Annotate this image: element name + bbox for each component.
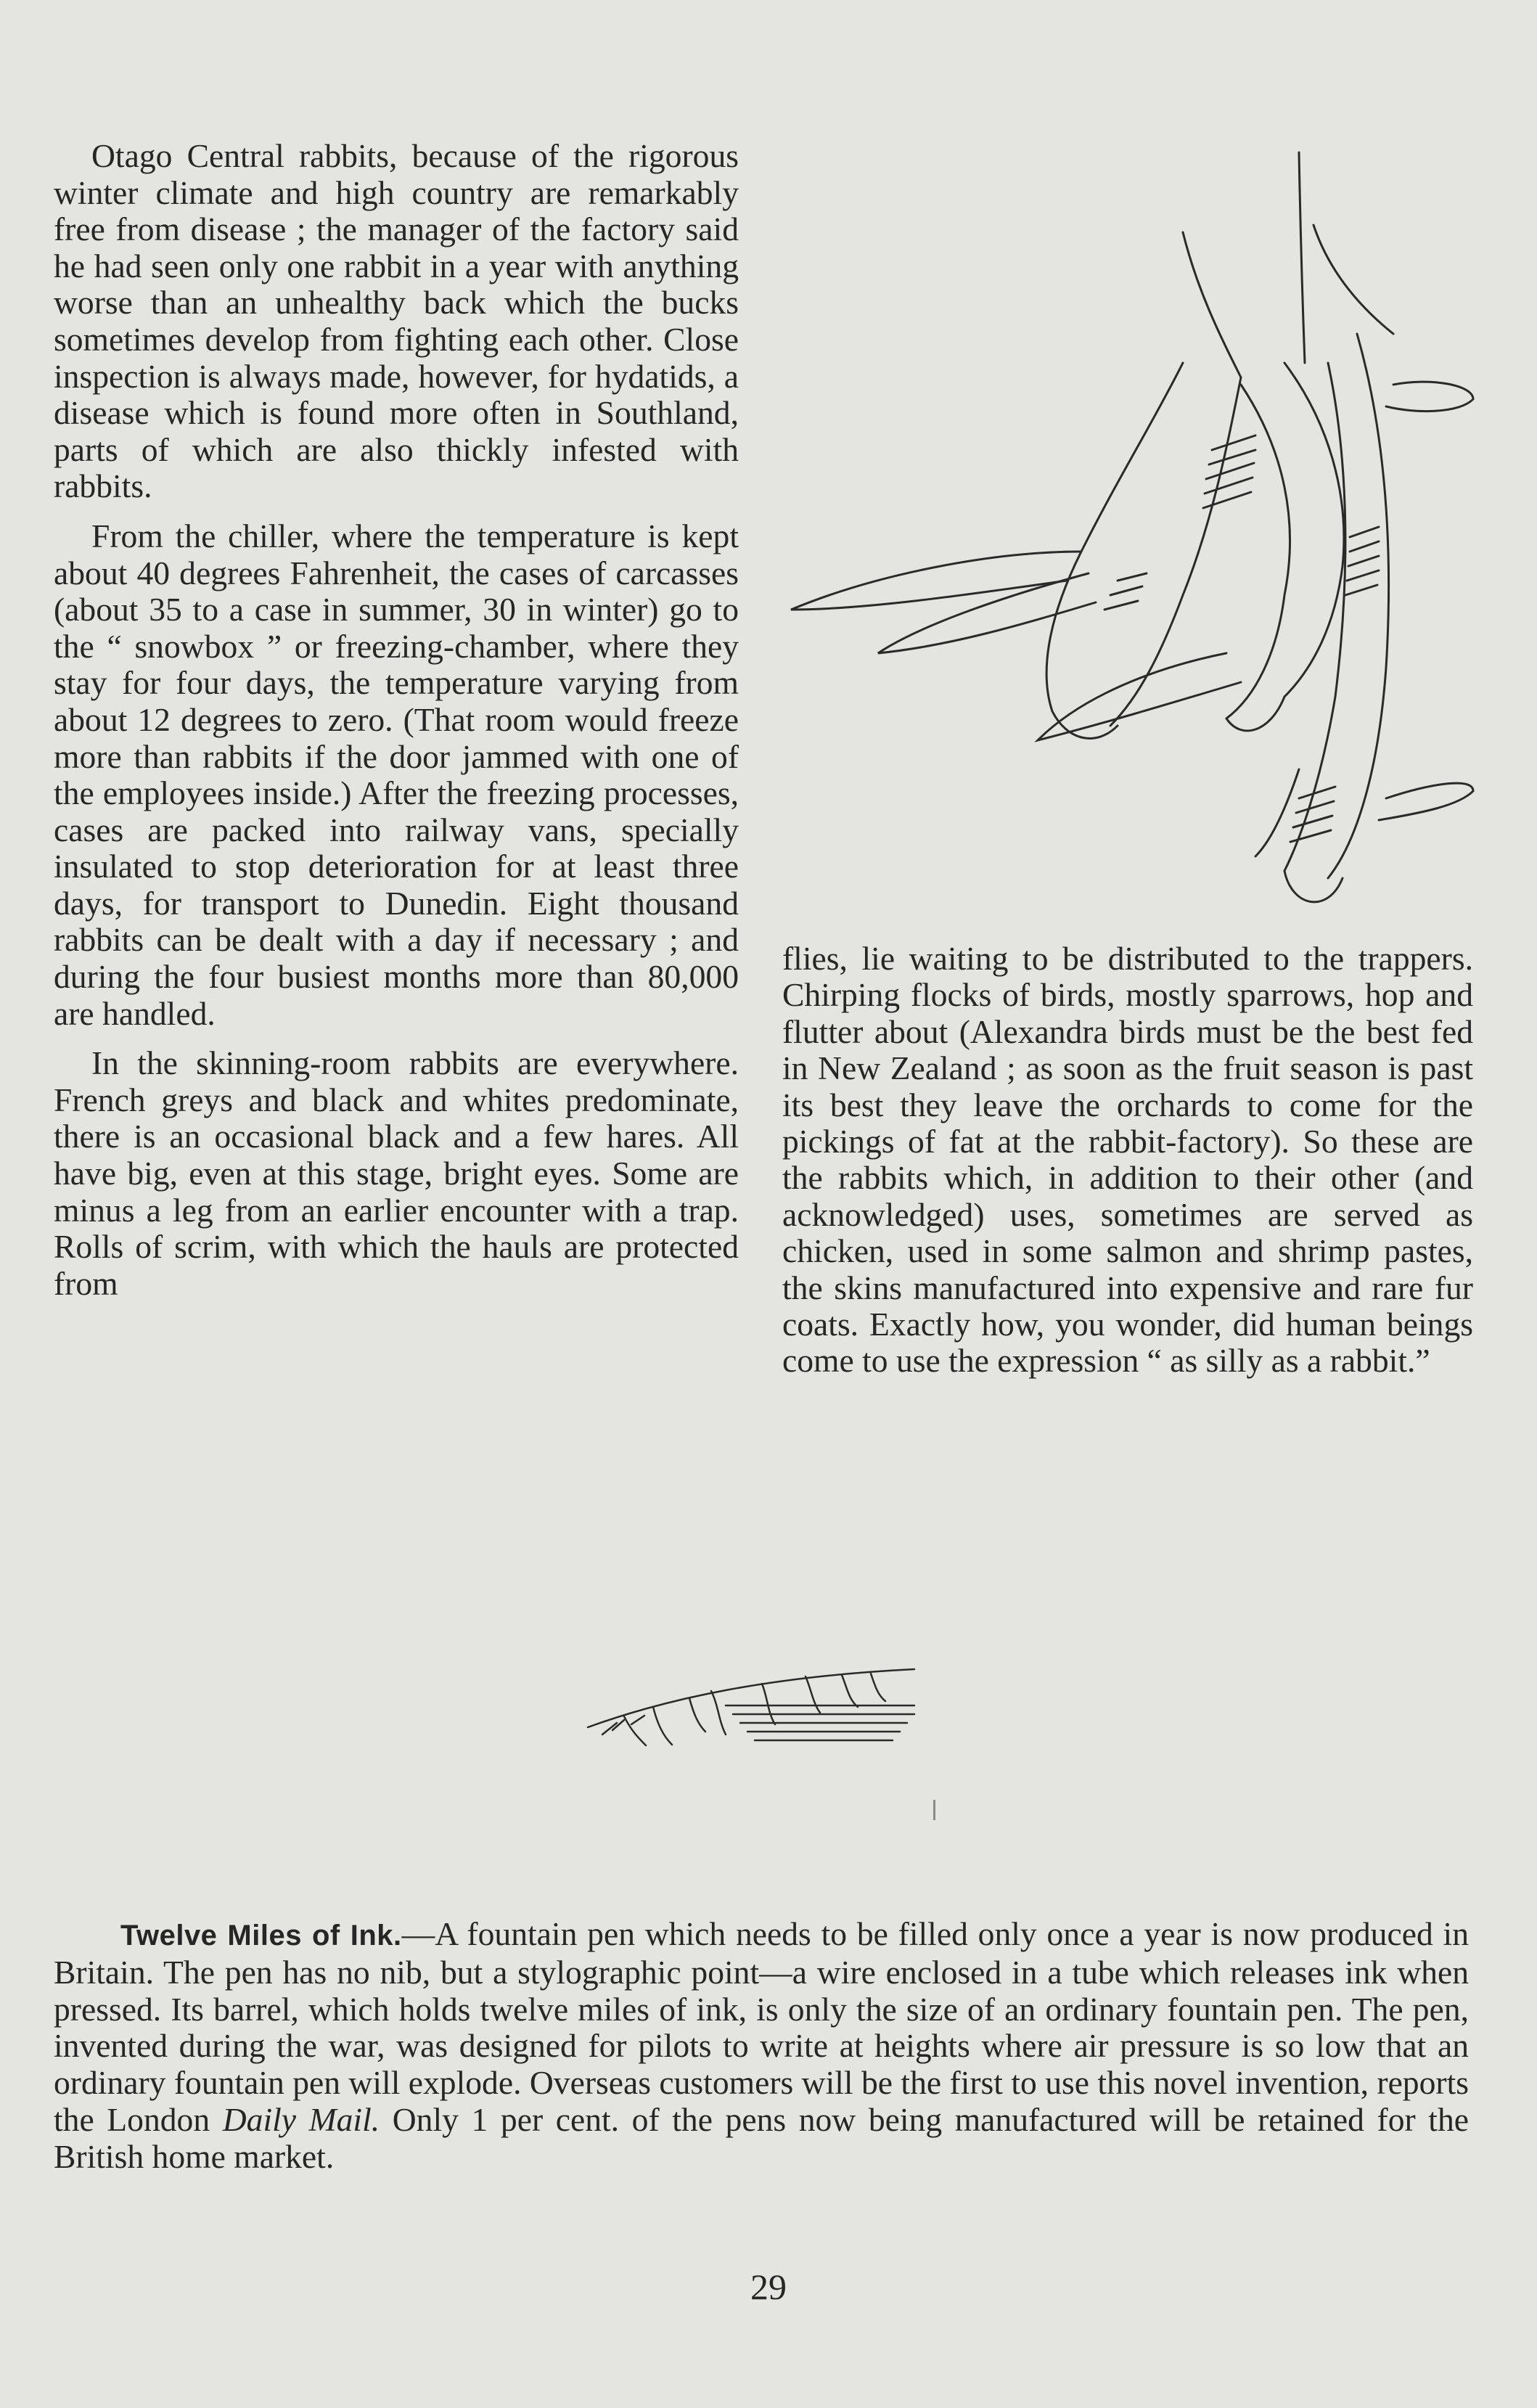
stray-mark: [933, 1800, 935, 1820]
news-note: [54, 1916, 1469, 2176]
note-body-end: Only 1 per cent. of the pens now being manufactured will be retained for the British home market.: [54, 2100, 1469, 2175]
note-paragraph: [54, 1916, 1469, 2176]
page-number: 29: [750, 2266, 787, 2307]
publication-name: Daily Mail.: [222, 2100, 380, 2138]
kowhai-flower-ornament: [581, 1655, 929, 1756]
paragraph: From the chiller, where the temperature is kept about 40 degrees Fahrenheit, the cases of carcasses (about 35 to a case in summer, 30 in winter) go to the “ snowbox ” or freezing-chamber, where they stay for four days, the temperature varying from about 12 degrees to zero. (That room would freeze more than rabbits if the door jammed with one of the employees inside.) After the freezing processes, cases are packed into railway vans, specially insulated to stop deterioration for at least three days, for transport to Dunedin. Eight thousand rabbits can be dealt with a day if necessary ; and during the four busiest months more than 80,000 are handled.: [54, 517, 739, 1032]
paragraph: Otago Central rabbits, because of the rigorous winter climate and high country are remarkably free from disease ; the manager of the factory said he had seen only one rabbit in a year with anything worse than an unhealthy back which the bucks sometimes develop from fighting each other. Close inspection is always made, however, for hydatids, a disease which is found more often in Southland, parts of which are also thickly infested with rabbits.: [54, 137, 739, 505]
hanging-rabbits-illustration: [776, 145, 1480, 936]
paragraph: flies, lie waiting to be distributed to the trappers. Chirping flocks of birds, mostly sparrows, hop and flutter about (Alexandra birds must be the best fed in New Zealand ; as soon as the fruit season is past its best they leave the orchards to come for the pickings of fat at the rabbit-factory). So these are the rabbits which, in addition to their other (and acknowledged) uses, sometimes are served as chicken, used in some salmon and shrimp pastes, the skins manufactured into expensive and rare fur coats. Exactly how, you wonder, did human beings come to use the expression “ as silly as a rabbit.”: [782, 940, 1473, 1380]
left-column: [54, 138, 739, 1315]
right-column: [782, 941, 1473, 1380]
paragraph: In the skinning-room rabbits are everywhere. French greys and black and whites predominate, there is an occasional black and a few hares. All have big, even at this stage, bright eyes. Some are minus a leg from an earlier encounter with a trap. Rolls of scrim, with which the hauls are protected from: [54, 1044, 739, 1302]
note-title: Twelve Miles of Ink.: [120, 1920, 402, 1952]
note-body: —A fountain pen which needs to be filled only once a year is now produced in Britain. The pen has no nib, but a stylographic point—a wire enclosed in a tube which releases ink when pressed. Its barrel, which holds twelve miles of ink, is only the size of an ordinary fountain pen. The pen, invented during the war, was designed for pilots to write at heights where air pressure is so low that an ordinary fountain pen will explode. Overseas customers will be the first to use this novel invention, reports the London: [54, 1915, 1470, 2138]
